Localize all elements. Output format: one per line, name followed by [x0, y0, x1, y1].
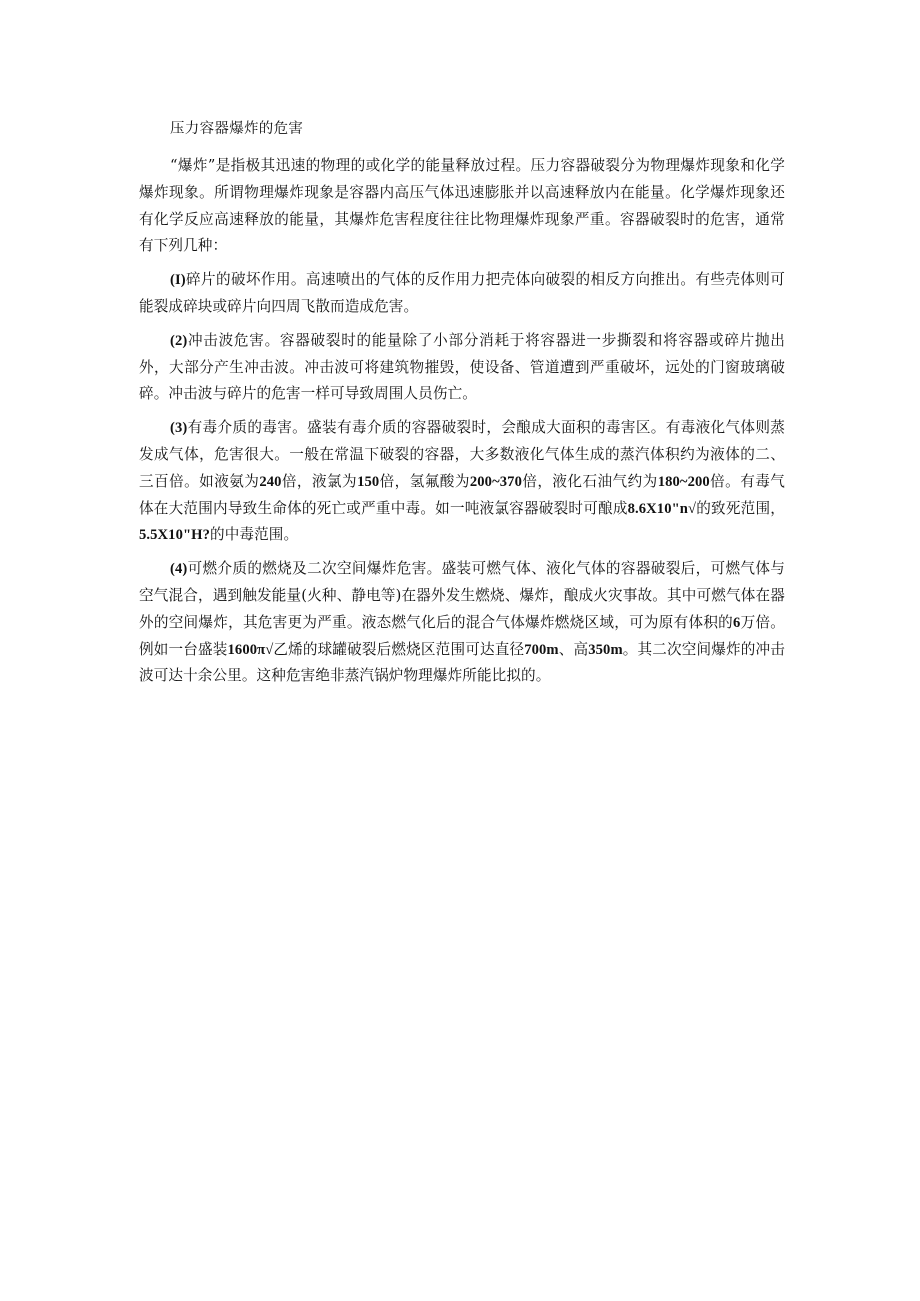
ammonia-multiple: 240 — [259, 473, 282, 490]
chlorine-multiple: 150 — [357, 473, 380, 490]
item-number: (3) — [170, 420, 188, 437]
poisoning-range-value: 5.5X10"H? — [139, 527, 211, 544]
intro-paragraph: “爆炸”是指极其迅速的物理的或化学的能量释放过程。压力容器破裂分为物理爆炸现象和化学爆炸现象。所谓物理爆炸现象是容器内高压气体迅速膨胀并以高速释放内在能量。化学爆炸现象还有化学反应高速释放的能量，其爆炸危害程度往往比物理爆炸现象严重。容器破裂时的危害，通常有下列几种： — [139, 157, 785, 255]
item-text: 冲击波危害。容器破裂时的能量除了小部分消耗于将容器进一步撕裂和将容器或碎片抛出外，大部分产生冲击波。冲击波可将建筑物摧毁，使设备、管道遭到严重破坏，远处的门窗玻璃破碎。冲击波与碎片的危害一样可导致周围人员伤亡。 — [139, 331, 785, 403]
document-page — [139, 112, 785, 697]
tank-capacity-value: 1600π√ — [227, 641, 274, 658]
volume-multiple: 6 — [733, 614, 741, 631]
lethal-range-value: 8.6X10"n√ — [627, 500, 697, 517]
item-text: 倍，液化石油气约为 — [521, 472, 658, 490]
height-value: 350m — [588, 641, 623, 658]
item-text: 乙烯的球罐破裂后燃烧区范围可达直径 — [273, 640, 525, 658]
item-text: 的致死范围， — [696, 499, 785, 517]
item-text: 。其二次空间爆炸的冲击波可达十余公里。这种危害绝非蒸汽锅炉物理爆炸所能比拟的。 — [139, 640, 786, 685]
document-title: 压力容器爆炸的危害 — [170, 121, 304, 137]
hazard-item-2 — [139, 328, 785, 408]
item-text: 、高 — [558, 640, 589, 658]
lpg-multiple: 180~200 — [657, 473, 710, 490]
item-text: 万倍。例如一台盛装 — [139, 613, 785, 658]
hydrofluoric-multiple: 200~370 — [469, 473, 522, 490]
hazard-item-4 — [139, 556, 785, 690]
item-number: (2) — [170, 332, 188, 349]
item-number: (I) — [170, 272, 186, 289]
item-text: 倍，氢氟酸为 — [379, 472, 470, 490]
item-text: 的中毒范围。 — [210, 526, 299, 544]
item-number: (4) — [170, 561, 188, 578]
item-text: 可燃介质的燃烧及二次空间爆炸危害。盛装可燃气体、液化气体的容器破裂后，可燃气体与空气混合，遇到触发能量(火种、静电等)在器外发生燃烧、爆炸，酿成火灾事故。其中可燃气体在器外的空间爆炸，其危害更为严重。液态燃气化后的混合气体爆炸燃烧区域，可为原有体积的 — [139, 560, 785, 631]
hazard-item-1 — [139, 267, 785, 321]
item-text: 有毒介质的毒害。盛装有毒介质的容器破裂时，会酿成大面积的毒害区。有毒液化气体则蒸发成气体，危害很大。一般在常温下破裂的容器，大多数液化气体生成的蒸汽体积约为液体的二、三百倍。如液氨为 — [139, 419, 785, 490]
item-text: 倍，液氯为 — [281, 472, 358, 490]
diameter-value: 700m — [524, 641, 559, 658]
item-text: 倍。有毒气体在大范围内导致生命体的死亡或严重中毒。如一吨液氯容器破裂时可酿成 — [139, 472, 785, 517]
hazard-item-3 — [139, 415, 785, 549]
item-text: 碎片的破坏作用。高速喷出的气体的反作用力把壳体向破裂的相反方向推出。有些壳体则可能裂成碎块或碎片向四周飞散而造成危害。 — [139, 271, 785, 315]
